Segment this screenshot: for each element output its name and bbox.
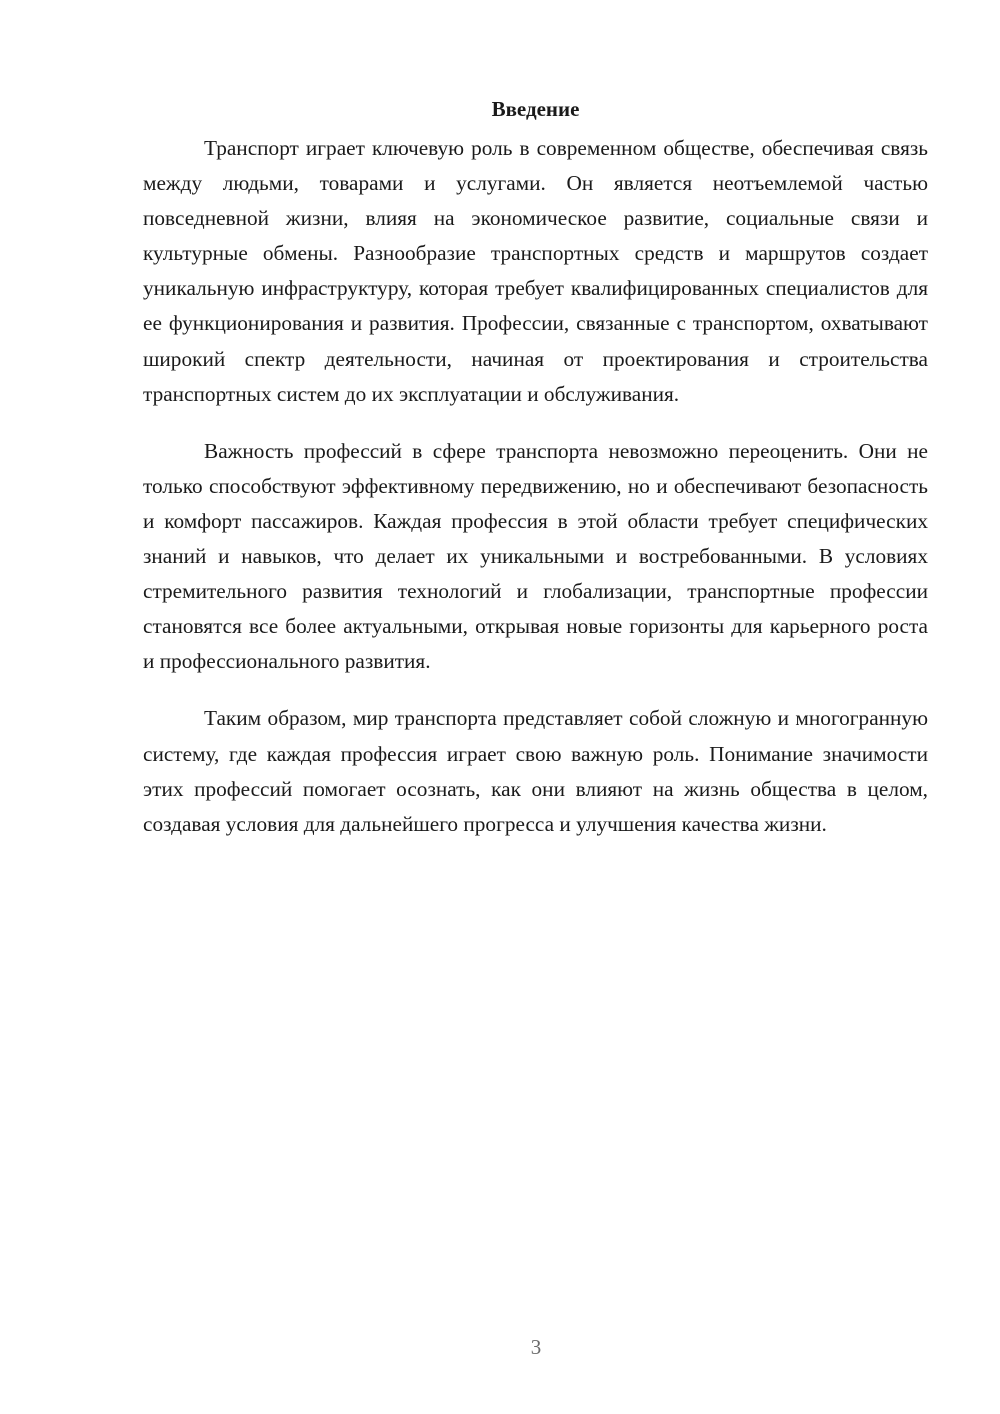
paragraph-3: Таким образом, мир транспорта представляет собой сложную и многогранную систему, где каждая профессия играет свою важную роль. Понимание значимости этих профессий помогает осознать, как они влияют на жизнь общества в целом, создавая условия для дальнейшего прогресса и улучшения качества жизни. [143,706,928,836]
paragraph-2: Важность профессий в сфере транспорта невозможно переоценить. Они не только способствуют эффективному передвижению, но и обеспечивают безопасность и комфорт пассажиров. Каждая профессия в этой области требует специфических знаний и навыков, что делает их уникальными и востребованными. В условиях стремительного развития технологий и глобализации, транспортные профессии становятся все более актуальными, открывая новые горизонты для карьерного роста и профессионального развития. [143,438,928,674]
page-content [143,92,928,864]
section-heading: Введение [491,97,580,121]
page-number: 3 [530,1335,542,1359]
paragraph-1: Транспорт играет ключевую роль в современном обществе, обеспечивая связь между людьми, товарами и услугами. Он является неотъемлемой частью повседневной жизни, влияя на экономическое развитие, социальные связи и культурные обмены. Разнообразие транспортных средств и маршрутов создает уникальную инфраструктуру, которая требует квалифицированных специалистов для ее функционирования и развития. Профессии, связанные с транспортом, охватывают широкий спектр деятельности, начиная от проектирования и строительства транспортных систем до их эксплуатации и обслуживания. [143,136,928,406]
